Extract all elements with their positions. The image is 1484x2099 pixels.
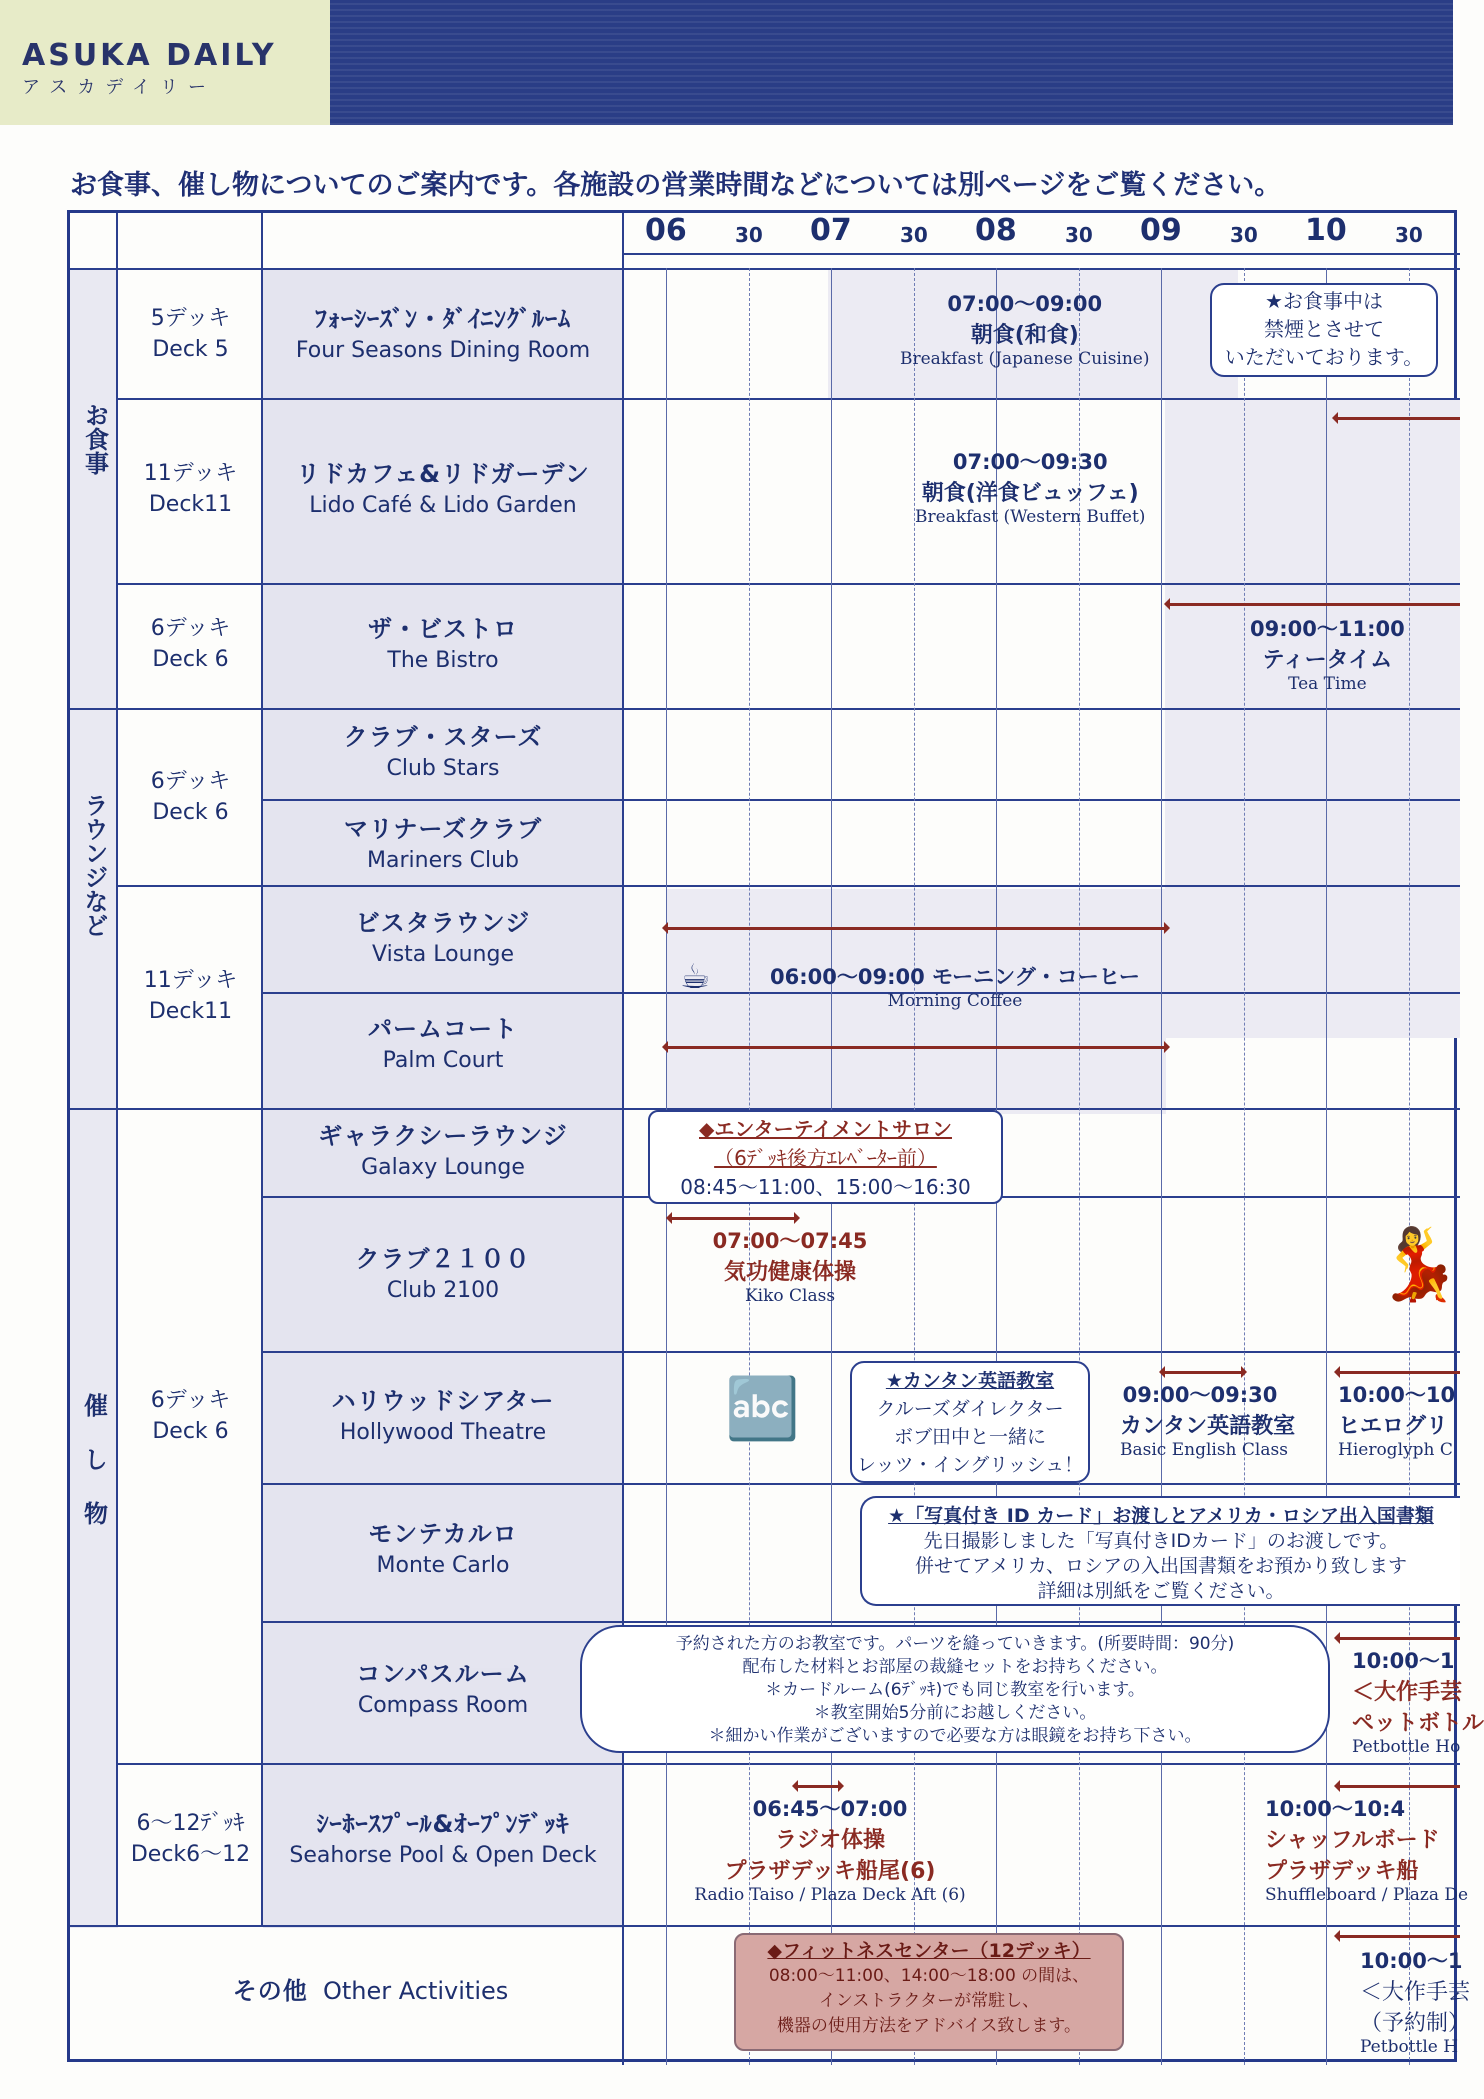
deck-label: 6デッキ Deck 6 <box>150 616 231 672</box>
time-arrow <box>672 1217 794 1220</box>
category-events: 催し物 <box>79 1393 108 1555</box>
notice-english-class: ★カンタン英語教室 クルーズダイレクター ボブ田中と一緒に レッツ・イングリッシュ！ <box>850 1361 1090 1483</box>
time-arrow <box>1340 1637 1460 1640</box>
facility-compass: コンパスルーム Compass Room <box>356 1660 530 1718</box>
facility-bistro: ザ・ビストロ The Bistro <box>368 615 518 673</box>
schedule-frame <box>67 210 1484 2062</box>
event-breakfast-buffet: 07:00～09:30 朝食(洋食ビュッフェ) Breakfast (Western Buffet) <box>915 450 1146 527</box>
time-arrow <box>798 1785 838 1788</box>
facility-galaxy: ギャラクシーラウンジ Galaxy Lounge <box>318 1122 568 1180</box>
tick-hour: 07 <box>810 213 852 248</box>
deck-label: 11デッキ Deck11 <box>143 968 238 1024</box>
time-arrow <box>1338 417 1460 420</box>
time-arrow <box>1340 1935 1460 1938</box>
header-band <box>330 0 1453 125</box>
tick-half: 30 <box>1065 223 1093 247</box>
facility-four-seasons: ﾌｫｰｼｰｽﾞﾝ・ﾀﾞｲﾆﾝｸﾞﾙｰﾑ Four Seasons Dining Room <box>295 305 591 363</box>
tick-hour: 10 <box>1305 213 1347 248</box>
notice-entertainment-salon: ◆エンターテイメントサロン （6ﾃﾞｯｷ後方ｴﾚﾍﾞｰﾀｰ前） 08:45～11:00、15:00～16:30 <box>648 1110 1003 1204</box>
deck-label: 6～12ﾃﾞｯｷ Deck6～12 <box>130 1811 251 1867</box>
tick-hour: 06 <box>645 213 687 248</box>
facility-other: その他 Other Activities <box>232 1977 509 2005</box>
tick-half: 30 <box>900 223 928 247</box>
notice-fitness-center: ◆フィットネスセンター（12デッキ） 08:00～11:00、14:00～18:00 の間は、 インストラクターが常駐し、 機器の使用方法をアドバイス致します。 <box>734 1933 1124 2051</box>
time-arrow <box>668 927 1164 930</box>
deck-label: 11デッキ Deck11 <box>143 461 238 517</box>
facility-club-stars: クラブ・スターズ Club Stars <box>343 723 543 781</box>
event-radio-taiso: 06:45～07:00 ラジオ体操 プラザデッキ船尾(6) Radio Taiso / Plaza Deck Aft (6) <box>694 1797 966 1905</box>
event-petbottle: 10:00～1 ＜大作手芸 ペットボトル Petbottle Ho <box>1352 1649 1484 1757</box>
intro-text: お食事、催し物についてのご案内です。各施設の営業時間などについては別ページをご覧ください。 <box>70 170 1282 201</box>
time-arrow <box>1170 603 1460 606</box>
abc-blocks-icon: 🔤 <box>725 1374 800 1444</box>
deck-label: 6デッキ Deck 6 <box>150 1388 231 1444</box>
event-hieroglyph: 10:00～10 ヒエログリ Hieroglyph C <box>1338 1383 1456 1460</box>
notice-no-smoking: ★お食事中は 禁煙とさせて いただいております。 <box>1210 283 1438 377</box>
event-shuffleboard: 10:00～10:4 シャッフルボード プラザデッキ船 Shuffleboard / Plaza De <box>1265 1797 1469 1905</box>
time-arrow <box>1340 1371 1460 1374</box>
deck-label: 6デッキ Deck 6 <box>150 769 231 825</box>
category-meals: お食事 <box>80 403 109 475</box>
notice-sewing-class: 予約された方のお教室です。パーツを縫っていきます。(所要時間：90分) 配布した材料とお部屋の裁縫セットをお持ちください。 ＊カードルーム(6ﾃﾞｯｷ)でも同じ教室を行います。 ＊教室開始5分前にお越しください。 ＊細かい作業がございますので必要な方は眼鏡をお持ち下さい。 <box>580 1625 1330 1753</box>
logo-english: ASUKA DAILY <box>22 38 277 73</box>
coffee-cup-icon: ☕ <box>680 957 711 997</box>
category-shade <box>70 268 118 1928</box>
time-arrow <box>1165 1371 1241 1374</box>
time-arrow <box>1340 1785 1460 1788</box>
time-arrow <box>668 1046 1164 1049</box>
tick-hour: 09 <box>1140 213 1182 248</box>
tick-half: 30 <box>735 223 763 247</box>
event-kiko: 07:00～07:45 気功健康体操 Kiko Class <box>712 1229 868 1306</box>
dancers-icon: 💃 <box>1375 1223 1463 1305</box>
facility-hollywood: ハリウッドシアター Hollywood Theatre <box>331 1387 555 1445</box>
tick-half: 30 <box>1395 223 1423 247</box>
facility-montecarlo: モンテカルロ Monte Carlo <box>368 1520 518 1578</box>
event-tea-time: 09:00～11:00 ティータイム Tea Time <box>1250 617 1405 694</box>
tick-half: 30 <box>1230 223 1258 247</box>
facility-vista: ビスタラウンジ Vista Lounge <box>355 909 531 967</box>
facility-club2100: クラブ２１００ Club 2100 <box>355 1245 531 1303</box>
facility-lido: リドカフェ&リドガーデン Lido Café & Lido Garden <box>296 460 590 518</box>
event-breakfast-japanese: 07:00～09:00 朝食(和食) Breakfast (Japanese Cuisine) <box>900 292 1150 369</box>
event-basic-english: 09:00～09:30 カンタン英語教室 Basic English Class <box>1120 1383 1296 1460</box>
facility-seahorse: ｼｰﾎｰｽﾌﾟｰﾙ&ｵｰﾌﾟﾝﾃﾞｯｷ Seahorse Pool & Open Deck <box>289 1810 597 1868</box>
event-petbottle-2: 10:00～1 ＜大作手芸 （予約制） Petbottle H <box>1360 1949 1471 2057</box>
facility-palm: パームコート Palm Court <box>368 1015 518 1073</box>
category-lounge: ラウンジなど <box>80 793 108 937</box>
facility-mariners: マリナーズクラブ Mariners Club <box>343 815 543 873</box>
tick-hour: 08 <box>975 213 1017 248</box>
deck-label: 5デッキ Deck 5 <box>150 306 231 362</box>
event-morning-coffee: 06:00～09:00 モーニング・コーヒー Morning Coffee <box>770 965 1140 1011</box>
notice-id-card: ★「写真付き ID カード」お渡しとアメリカ・ロシア出入国書類 先日撮影しました「写真付きIDカード」のお渡しです。 併せてアメリカ、ロシアの入出国書類をお預かり致します 詳細は別紙をご覧ください。 <box>860 1496 1460 1606</box>
logo-japanese: アスカデイリー <box>22 77 217 98</box>
